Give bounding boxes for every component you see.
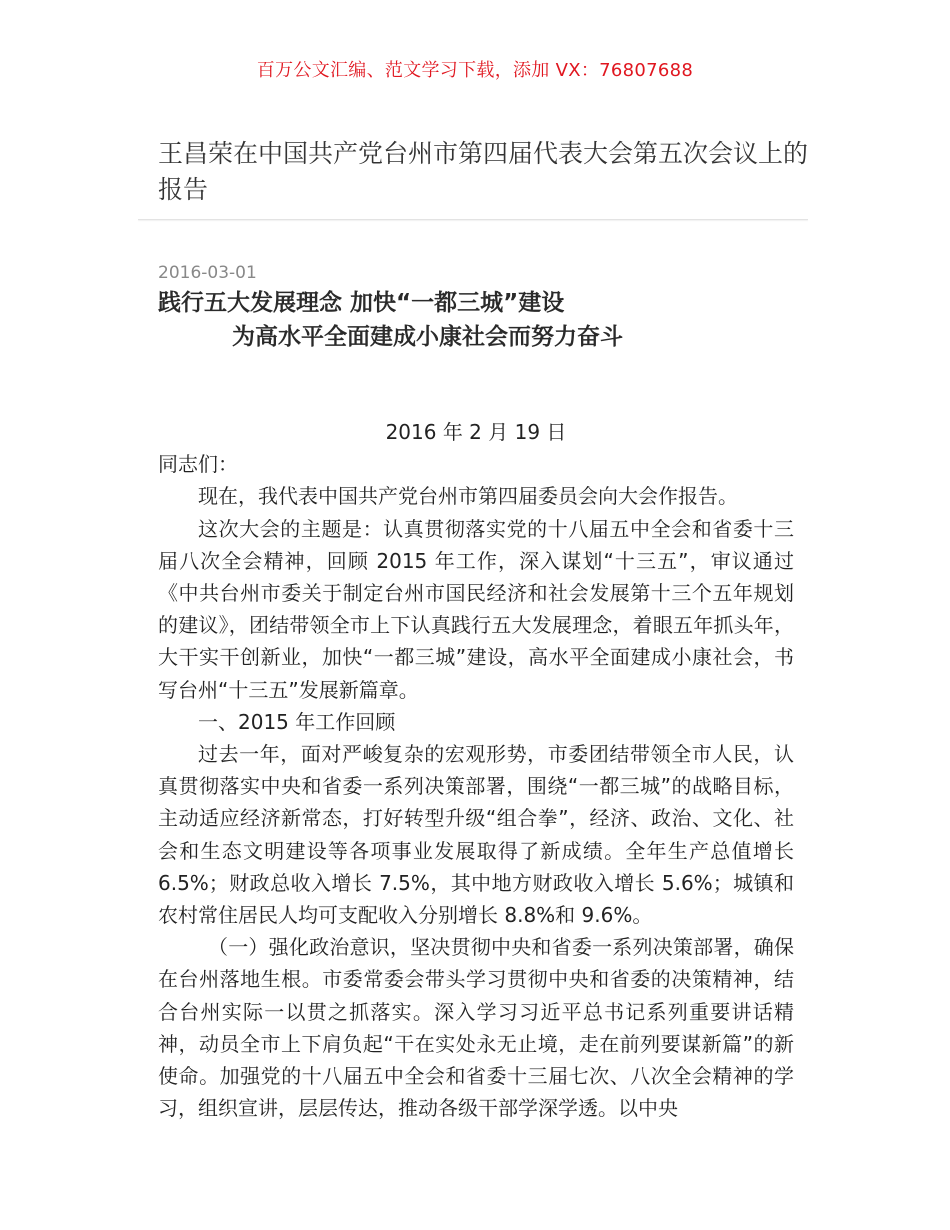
paragraph: （一）强化政治意识，坚决贯彻中央和省委一系列决策部署，确保在台州落地生根。市委常委会带头学习贯彻中央和省委的决策精神，结合台州实际一以贯之抓落实。深入学习习近平总书记系列重要讲话精神，动员全市上下肩负起“干在实处永无止境，走在前列要谋新篇”的新使命。加强党的十八届五中全会和省委十三届七次、八次全会精神的学习，组织宣讲，层层传达，推动各级干部学深学透。以中央 bbox=[158, 935, 794, 1121]
article-headline bbox=[158, 286, 818, 354]
paragraph: 这次大会的主题是：认真贯彻落实党的十八届五中全会和省委十三届八次全会精神，回顾 2015 年工作，深入谋划“十三五”，审议通过《中共台州市委关于制定台州市国民经济和社会发展第十三个五年规划的建议》，团结带领全市上下认真践行五大发展理念，着眼五年抓头年，大干实干创新业，加快“一都三城”建设，高水平全面建成小康社会，书写台州“十三五”发展新篇章。 bbox=[158, 516, 794, 702]
headline-line-1: 践行五大发展理念 加快“一都三城”建设 bbox=[158, 290, 565, 316]
page-title: 王昌荣在中国共产党台州市第四届代表大会第五次会议上的报告 bbox=[158, 139, 809, 204]
section-heading: 一、2015 年工作回顾 bbox=[198, 709, 396, 734]
report-date: 2016 年 2 月 19 日 bbox=[385, 420, 567, 444]
title-divider bbox=[138, 219, 808, 220]
article-body bbox=[158, 416, 794, 1124]
promo-banner: 百万公文汇编、范文学习下载，添加 VX：76807688 bbox=[256, 60, 694, 81]
paragraph: 现在，我代表中国共产党台州市第四届委员会向大会作报告。 bbox=[198, 484, 738, 509]
headline-line-2: 为高水平全面建成小康社会而努力奋斗 bbox=[232, 324, 623, 350]
paragraph: 过去一年，面对严峻复杂的宏观形势，市委团结带领全市人民，认真贯彻落实中央和省委一系列决策部署，围绕“一都三城”的战略目标，主动适应经济新常态，打好转型升级“组合拳”，经济、政治、文化、社会和生态文明建设等各项事业发展取得了新成绩。全年生产总值增长 6.5%；财政总收入增长 7.5%，其中地方财政收入增长 5.6%；城镇和农村常住居民人均可支配收入分别增长 8.8%和 9.6%。 bbox=[158, 742, 794, 928]
publish-date: 2016-03-01 bbox=[158, 263, 257, 283]
salutation: 同志们： bbox=[158, 452, 238, 477]
